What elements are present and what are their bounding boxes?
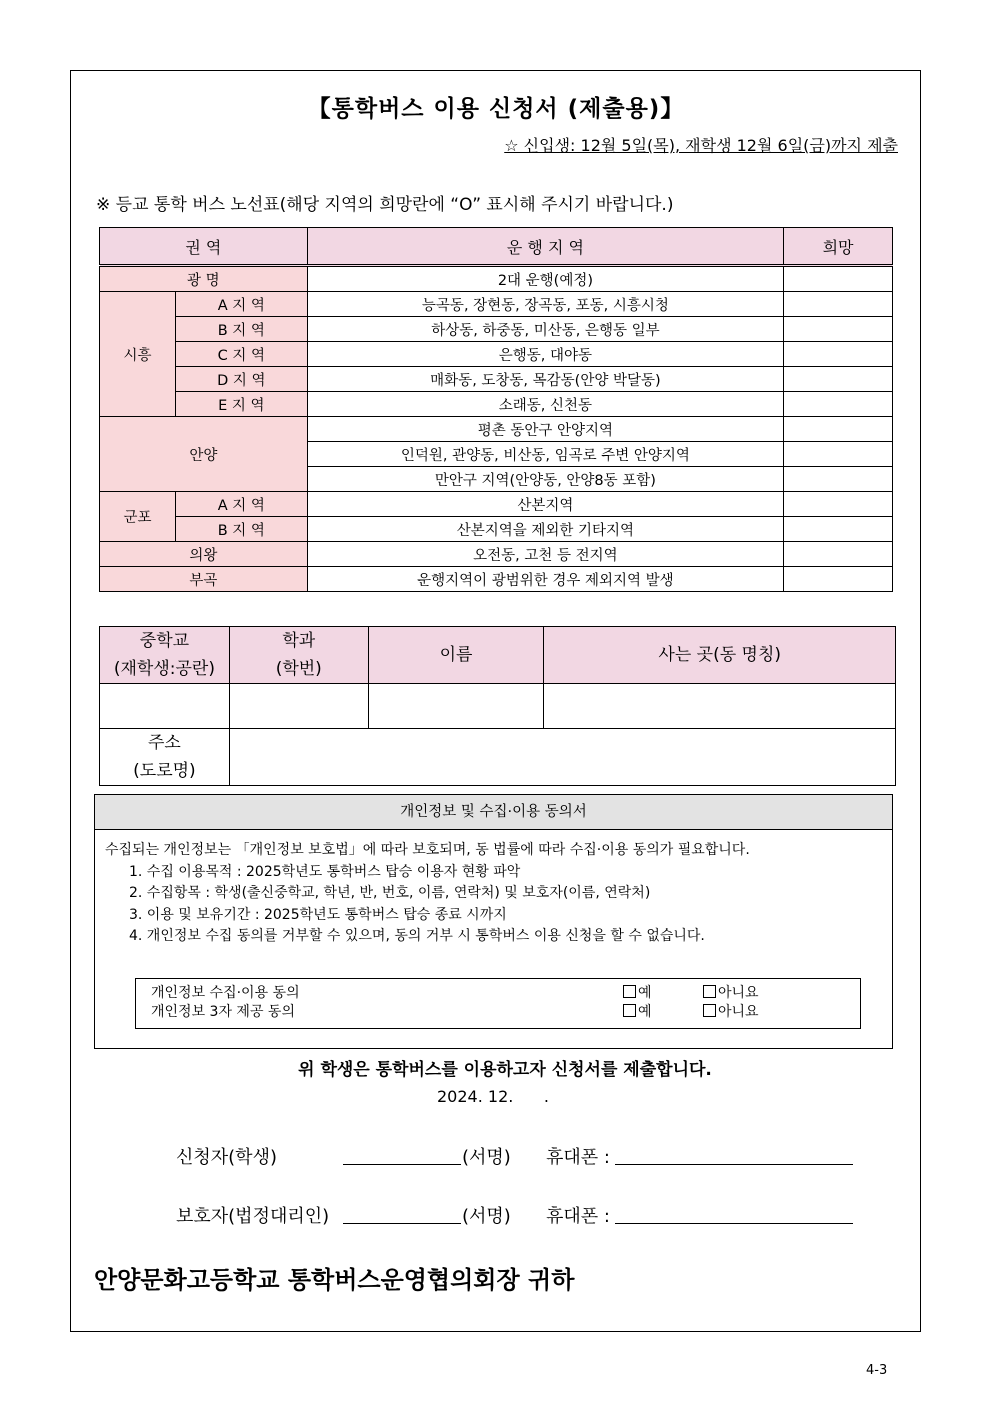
subregion-cell: D 지 역 bbox=[175, 367, 307, 392]
consent-item: 4. 개인정보 수집 동의를 거부할 수 있으며, 동의 거부 시 통학버스 이용 신청을 할 수 없습니다. bbox=[129, 928, 705, 944]
applicant-phone-label: 휴대폰 : bbox=[546, 1147, 610, 1168]
middle-school-field[interactable] bbox=[100, 684, 230, 729]
area-cell: 운행지역이 광범위한 경우 제외지역 발생 bbox=[307, 567, 783, 592]
wish-cell[interactable] bbox=[784, 317, 893, 342]
consent-third-party-row bbox=[151, 1003, 851, 1022]
route-row-gwangmyeong bbox=[100, 266, 893, 292]
department-field[interactable] bbox=[229, 684, 368, 729]
region-cell: 부곡 bbox=[100, 567, 308, 592]
subregion-cell: B 지 역 bbox=[175, 317, 307, 342]
wish-cell[interactable] bbox=[784, 266, 893, 292]
header-middle-school bbox=[100, 627, 230, 684]
student-input-row bbox=[100, 684, 896, 729]
wish-cell[interactable] bbox=[784, 567, 893, 592]
header-label: 중학교 bbox=[139, 631, 190, 651]
area-cell: 하상동, 하중동, 미산동, 은행동 일부 bbox=[307, 317, 783, 342]
wish-cell[interactable] bbox=[784, 292, 893, 317]
route-row-bugok bbox=[100, 567, 893, 592]
wish-cell[interactable] bbox=[784, 542, 893, 567]
wish-cell[interactable] bbox=[784, 517, 893, 542]
header-sublabel: (도로명) bbox=[133, 761, 196, 781]
header-sublabel: (학번) bbox=[275, 659, 322, 679]
wish-cell[interactable] bbox=[784, 467, 893, 492]
consent-item: 3. 이용 및 보유기간 : 2025학년도 통학버스 탑승 종료 시까지 bbox=[129, 906, 507, 923]
route-row-siheung-c bbox=[100, 342, 893, 367]
area-cell: 만안구 지역(안양동, 안양8동 포함) bbox=[307, 467, 783, 492]
checkbox-icon[interactable] bbox=[623, 985, 636, 998]
applicant-label: 신청자(학생) bbox=[176, 1147, 277, 1168]
area-cell: 2대 운행(예정) bbox=[307, 266, 783, 292]
region-cell: 의왕 bbox=[100, 542, 308, 567]
applicant-phone-line[interactable] bbox=[615, 1140, 853, 1165]
guardian-signature-line[interactable] bbox=[343, 1199, 461, 1224]
checkbox-icon[interactable] bbox=[703, 1004, 716, 1017]
option-label: 아니요 bbox=[718, 985, 759, 1001]
header-area: 운 행 지 역 bbox=[307, 228, 783, 266]
region-cell: 시흥 bbox=[100, 292, 176, 417]
consent-checkbox-box bbox=[135, 978, 861, 1029]
header-label: 주소 bbox=[147, 733, 181, 753]
area-cell: 평촌 동안구 안양지역 bbox=[307, 417, 783, 442]
application-date: 2024. 12. . bbox=[437, 1087, 549, 1106]
area-cell: 산본지역을 제외한 기타지역 bbox=[307, 517, 783, 542]
wish-cell[interactable] bbox=[784, 367, 893, 392]
area-cell: 오전동, 고천 등 전지역 bbox=[307, 542, 783, 567]
subregion-cell: A 지 역 bbox=[175, 492, 307, 517]
student-table-header bbox=[100, 627, 896, 684]
bus-route-table bbox=[99, 227, 893, 592]
checkbox-icon[interactable] bbox=[703, 985, 716, 998]
consent-item: 2. 수집항목 : 학생(출신중학교, 학년, 반, 번호, 이름, 연락처) 및 보호자(이름, 연락처) bbox=[129, 885, 651, 901]
area-cell: 능곡동, 장현동, 장곡동, 포동, 시흥시청 bbox=[307, 292, 783, 317]
student-info-table bbox=[99, 626, 896, 786]
route-row-anyang-1 bbox=[100, 417, 893, 442]
subregion-cell: E 지 역 bbox=[175, 392, 307, 417]
wish-cell[interactable] bbox=[784, 442, 893, 467]
consent-body bbox=[95, 830, 892, 948]
area-cell: 매화동, 도창동, 목감동(안양 박달동) bbox=[307, 367, 783, 392]
subregion-cell: C 지 역 bbox=[175, 342, 307, 367]
area-cell: 인덕원, 관양동, 비산동, 임곡로 주변 안양지역 bbox=[307, 442, 783, 467]
guardian-label: 보호자(법정대리인) bbox=[176, 1206, 330, 1227]
address-row bbox=[100, 729, 896, 786]
agree-yes-option[interactable] bbox=[623, 1003, 652, 1022]
agree-no-option[interactable] bbox=[703, 1003, 759, 1022]
guardian-sign-label: (서명) bbox=[462, 1206, 511, 1227]
subregion-cell: A 지 역 bbox=[175, 292, 307, 317]
area-cell: 은행동, 대야동 bbox=[307, 342, 783, 367]
route-row-siheung-e bbox=[100, 392, 893, 417]
recipient: 안양문화고등학교 통학버스운영협의회장 귀하 bbox=[94, 1266, 575, 1294]
consent-label: 개인정보 3자 제공 동의 bbox=[151, 1004, 295, 1020]
option-label: 예 bbox=[638, 1004, 652, 1020]
region-cell: 안양 bbox=[100, 417, 308, 492]
name-field[interactable] bbox=[368, 684, 544, 729]
residence-field[interactable] bbox=[544, 684, 896, 729]
guardian-phone-label: 휴대폰 : bbox=[546, 1206, 610, 1227]
submission-deadline: ☆ 신입생: 12월 5일(목), 재학생 12월 6일(금)까지 제출 bbox=[504, 136, 898, 155]
option-label: 예 bbox=[638, 985, 652, 1001]
wish-cell[interactable] bbox=[784, 342, 893, 367]
header-sublabel: (재학생:공란) bbox=[113, 659, 215, 679]
route-row-gunpo-a bbox=[100, 492, 893, 517]
page-number: 4-3 bbox=[866, 1363, 888, 1378]
consent-title: 개인정보 및 수집·이용 동의서 bbox=[95, 795, 892, 830]
consent-item: 1. 수집 이용목적 : 2025학년도 통학버스 탑승 이용자 현황 파악 bbox=[129, 863, 521, 880]
header-residence: 사는 곳(동 명칭) bbox=[544, 627, 896, 684]
subregion-cell: B 지 역 bbox=[175, 517, 307, 542]
address-field[interactable] bbox=[229, 729, 895, 786]
guardian-phone-line[interactable] bbox=[615, 1199, 853, 1224]
route-row-uiwang bbox=[100, 542, 893, 567]
consent-collect-row bbox=[151, 984, 851, 1003]
form-title: 【통학버스 이용 신청서 (제출용)】 bbox=[307, 96, 685, 122]
route-row-siheung-b bbox=[100, 317, 893, 342]
header-region: 권 역 bbox=[100, 228, 308, 266]
wish-cell[interactable] bbox=[784, 392, 893, 417]
region-cell: 광 명 bbox=[100, 266, 308, 292]
checkbox-icon[interactable] bbox=[623, 1004, 636, 1017]
region-cell: 군포 bbox=[100, 492, 176, 542]
route-table-heading: ※ 등교 통학 버스 노선표(해당 지역의 희망란에 “O” 표시해 주시기 바랍니다.) bbox=[96, 195, 674, 215]
route-table-header bbox=[100, 228, 893, 266]
area-cell: 산본지역 bbox=[307, 492, 783, 517]
consent-label: 개인정보 수집·이용 동의 bbox=[151, 985, 300, 1001]
header-label: 학과 bbox=[282, 631, 316, 651]
route-row-siheung-a bbox=[100, 292, 893, 317]
address-label bbox=[100, 729, 230, 786]
option-label: 아니요 bbox=[718, 1004, 759, 1020]
consent-intro: 수집되는 개인정보는 「개인정보 보호법」에 따라 보호되며, 동 법률에 따라 수집·이용 동의가 필요합니다. bbox=[105, 842, 750, 858]
submit-statement: 위 학생은 통학버스를 이용하고자 신청서를 제출합니다. bbox=[298, 1060, 712, 1080]
wish-cell[interactable] bbox=[784, 492, 893, 517]
wish-cell[interactable] bbox=[784, 417, 893, 442]
header-name: 이름 bbox=[368, 627, 544, 684]
area-cell: 소래동, 신천동 bbox=[307, 392, 783, 417]
applicant-sign-label: (서명) bbox=[462, 1147, 511, 1168]
header-wish: 희망 bbox=[784, 228, 893, 266]
route-row-siheung-d bbox=[100, 367, 893, 392]
applicant-signature-line[interactable] bbox=[343, 1140, 461, 1165]
header-department bbox=[229, 627, 368, 684]
privacy-consent-box bbox=[94, 794, 893, 1049]
agree-no-option[interactable] bbox=[703, 984, 759, 1003]
agree-yes-option[interactable] bbox=[623, 984, 652, 1003]
route-row-gunpo-b bbox=[100, 517, 893, 542]
